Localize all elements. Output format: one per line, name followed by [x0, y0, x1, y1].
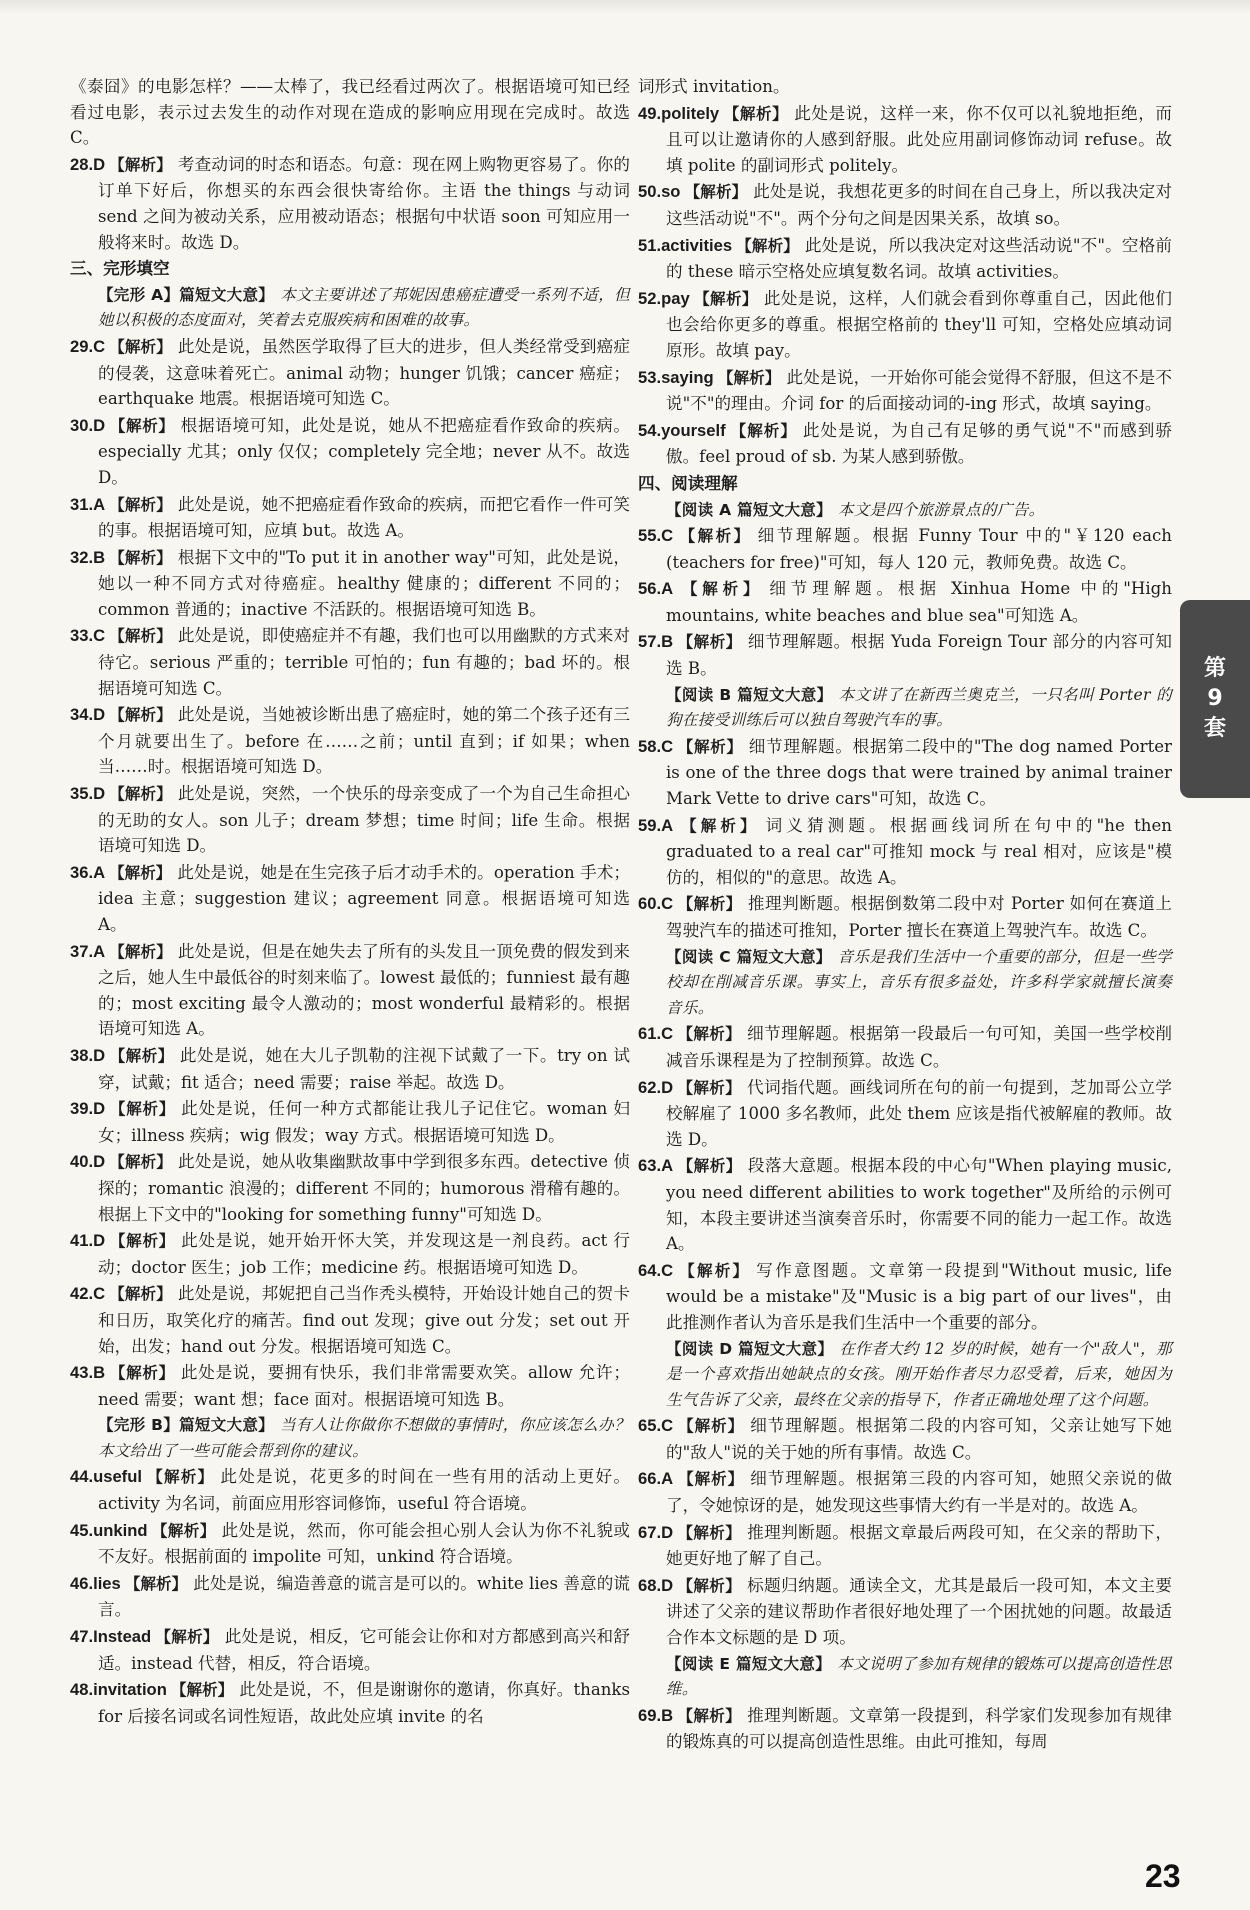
answer-item	[70, 1571, 630, 1623]
analysis-text: 细节理解题。根据 Funny Tour 中的"￥120 each (teachers for free)"可知，每人 120 元，教师免费。故选 C。	[666, 526, 1172, 572]
analysis-tag: 【解析】	[729, 421, 797, 440]
answer-item	[70, 334, 630, 412]
analysis-text: 考查动词的时态和语态。句意：现在网上购物更容易了。你的订单下好后，你想买的东西会很快寄给你。主语 the things 与动词 send 之间为被动关系，应用被动语态；根据句中状语 soon 可知应用一般将来时。故选 D。	[98, 154, 630, 252]
analysis-text: 此处是说，邦妮把自己当作秃头模特，开始设计她自己的贺卡和日历，取笑化疗的痛苦。find out 发现；give out 分发；set out 开始，出发；hand out 分发。根据语境可知选 C。	[98, 1284, 630, 1356]
answer-item	[70, 1624, 630, 1676]
answer-item	[70, 545, 630, 623]
analysis-text: 此处是说，要拥有快乐，我们非常需要欢笑。allow 允许；need 需要；want 想；face 面对。根据语境可知选 B。	[98, 1363, 630, 1409]
answer-item	[638, 1021, 1172, 1073]
summary-tag: 【阅读 B 篇短文大意】	[666, 685, 833, 704]
question-number: 63.	[638, 1156, 662, 1176]
question-number: 66.	[638, 1469, 662, 1489]
question-number: 29.	[70, 336, 94, 356]
question-number: 39.	[70, 1099, 94, 1119]
question-number: 51.	[638, 235, 662, 255]
answer-value: pay	[661, 288, 690, 308]
analysis-tag: 【解析】	[109, 1046, 174, 1065]
analysis-text: 此处是说，即使癌症并不有趣，我们也可以用幽默的方式来对待它。serious 严重的；terrible 可怕的；fun 有趣的；bad 坏的。根据语境可知选 C。	[98, 626, 630, 698]
question-number: 47.	[70, 1627, 94, 1647]
answer-value: C	[661, 736, 674, 756]
answer-value: C	[661, 1260, 674, 1280]
summary-text: 音乐是我们生活中一个重要的部分，但是一些学校却在削减音乐课。事实上，音乐有很多益处，许多科学家就擅长演奏音乐。	[666, 947, 1172, 1017]
analysis-tag: 【解析】	[155, 1628, 219, 1647]
summary-tag: 【完形 A】篇短文大意】	[98, 285, 275, 304]
analysis-text: 此处是说，一开始你可能会觉得不舒服，但这不是不说"不"的理由。介词 for 的后面接动词的-ing 形式，故填 saying。	[666, 367, 1172, 414]
passage-summary	[70, 1413, 630, 1464]
analysis-tag: 【解析】	[109, 1100, 176, 1119]
question-number: 61.	[638, 1024, 662, 1044]
question-number: 50.	[638, 182, 662, 202]
question-number: 59.	[638, 815, 662, 835]
question-number: 45.	[70, 1520, 94, 1540]
answer-item	[638, 576, 1172, 628]
question-number: 62.	[638, 1077, 662, 1097]
analysis-text: 代词指代题。画线词所在句的前一句提到，芝加哥公立学校解雇了 1000 多名教师，此处 them 应该是指代被解雇的教师。故选 D。	[666, 1077, 1172, 1149]
answer-value: D	[661, 1077, 674, 1097]
continued-text: 词形式 invitation。	[638, 77, 790, 96]
analysis-text: 此处是说，她是在生完孩子后才动手术的。operation 手术；idea 主意；suggestion 建议；agreement 同意。根据语境可知选 A。	[98, 862, 630, 934]
question-number: 35.	[70, 784, 94, 804]
answer-item	[70, 1360, 630, 1412]
answer-item	[638, 734, 1172, 812]
analysis-text: 标题归纳题。通读全文，尤其是最后一段可知，本文主要讲述了父亲的建议帮助作者很好地处理了一个困扰她的问题。故最适合作本文标题的是 D 项。	[666, 1575, 1172, 1648]
answer-item	[638, 233, 1172, 285]
analysis-text: 推理判断题。根据倒数第二段中对 Porter 如何在赛道上驾驶汽车的描述可推知，Porter 擅长在赛道上驾驶汽车。故选 C。	[666, 894, 1172, 940]
answer-value: unkind	[93, 1520, 148, 1540]
question-number: 31.	[70, 494, 94, 514]
analysis-tag: 【解析】	[677, 633, 742, 652]
analysis-text: 细节理解题。根据第二段的内容可知，父亲让她写下她的"敌人"说的关于她的所有事情。故选 C。	[666, 1416, 1172, 1462]
answer-value: D	[93, 784, 106, 804]
question-number: 36.	[70, 862, 94, 882]
summary-text: 本文讲了在新西兰奥克兰，一只名叫 Porter 的狗在接受训练后可以独自驾驶汽车的事。	[666, 685, 1172, 730]
question-number: 58.	[638, 736, 662, 756]
answer-item	[638, 365, 1172, 417]
answer-value: B	[93, 1363, 106, 1383]
answer-item	[638, 1413, 1172, 1465]
set-number-tab	[1180, 600, 1250, 798]
question-number: 52.	[638, 288, 662, 308]
analysis-text: 写作意图题。文章第一段提到"Without music, life would be a mistake"及"Music is a big part of our lives"，由此推测作者认为音乐是我们生活中一个重要的部分。	[666, 1260, 1172, 1332]
answer-item	[70, 1043, 630, 1095]
analysis-tag: 【解析】	[109, 155, 172, 174]
answer-value: A	[93, 941, 106, 961]
summary-text: 本文是四个旅游景点的广告。	[837, 500, 1045, 519]
answer-value: B	[661, 632, 674, 652]
page-top-edge	[0, 0, 1250, 14]
answer-item	[638, 418, 1172, 470]
answer-item	[638, 1703, 1172, 1755]
answer-value: D	[93, 1045, 106, 1065]
answer-item	[70, 413, 630, 491]
summary-tag: 【阅读 E 篇短文大意】	[666, 1654, 832, 1673]
answer-item	[70, 1464, 630, 1516]
analysis-tag: 【解析】	[677, 1025, 742, 1044]
answer-value: politely	[661, 103, 720, 123]
answer-value: A	[661, 1469, 674, 1489]
analysis-tag: 【解析】	[109, 627, 172, 646]
analysis-tag: 【解析】	[109, 1364, 175, 1383]
question-number: 46.	[70, 1573, 94, 1593]
analysis-tag: 【解析】	[677, 895, 742, 914]
answer-item	[638, 1466, 1172, 1518]
analysis-tag: 【解析】	[109, 785, 172, 804]
analysis-text: 此处是说，我想花更多的时间在自己身上，所以我决定对这些活动说"不"。两个分句之间是因果关系，故填 so。	[666, 182, 1172, 228]
answer-value: A	[661, 815, 674, 835]
analysis-tag: 【解析】	[151, 1521, 216, 1540]
answer-item	[70, 492, 630, 544]
analysis-tag: 【解析】	[109, 1285, 172, 1304]
answer-value: yourself	[661, 420, 726, 440]
analysis-tag: 【解析】	[677, 1576, 742, 1595]
analysis-text: 此处是说，然而，你可能会担心别人会认为你不礼貌或不友好。根据前面的 impolite 可知，unkind 符合语境。	[98, 1520, 630, 1567]
answer-value: C	[661, 526, 674, 546]
analysis-tag: 【解析】	[170, 1681, 234, 1700]
question-number: 57.	[638, 632, 662, 652]
analysis-text: 此处是说，任何一种方式都能让我儿子记住它。woman 妇女；illness 疾病；wig 假发；way 方式。根据语境可知选 D。	[98, 1099, 630, 1145]
analysis-text: 此处是说，不，但是谢谢你的邀请，你真好。thanks for 后接名词或名词性短语，故此处应填 invite 的名	[98, 1680, 630, 1726]
question-number: 44.	[70, 1467, 94, 1487]
question-number: 60.	[638, 894, 662, 914]
analysis-tag: 【解析】	[677, 1417, 745, 1436]
answer-item	[70, 1281, 630, 1359]
side-tab-line-1: 第	[1203, 656, 1226, 681]
summary-text: 本文主要讲述了邦妮因患癌症遭受一系列不适，但她以积极的态度面对，笑着去克服疾病和困难的故事。	[98, 285, 630, 330]
analysis-text: 此处是说，虽然医学取得了巨大的进步，但人类经常受到癌症的侵袭，这意味着死亡。animal 动物；hunger 饥饿；cancer 癌症；earthquake 地震。根据语境可知选 C。	[98, 336, 630, 409]
summary-text: 当有人让你做你不想做的事情时，你应该怎么办？本文给出了一些可能会帮到你的建议。	[98, 1416, 630, 1460]
analysis-tag: 【解析】	[677, 1706, 742, 1725]
answer-value: activities	[661, 235, 733, 255]
analysis-text: 此处是说，相反，它可能会让你和对方都感到高兴和舒适。instead 代替，相反，符合语境。	[98, 1627, 630, 1673]
answer-item	[638, 813, 1172, 891]
question-number: 65.	[638, 1416, 662, 1436]
analysis-text: 此处是说，这样一来，你不仅可以礼貌地拒绝，而且可以让邀请你的人感到舒服。此处应用副词修饰动词 refuse。故填 polite 的副词形式 politely。	[666, 103, 1172, 175]
analysis-tag: 【解析】	[109, 337, 172, 356]
answer-value: so	[661, 182, 681, 202]
question-number: 28.	[70, 154, 94, 174]
answer-value: D	[93, 1152, 106, 1172]
passage-summary	[638, 1337, 1172, 1414]
answer-item	[70, 1677, 630, 1729]
analysis-text: 词义猜测题。根据画线词所在句中的"he then graduated to a real car"可推知 mock 与 real 相对，应该是"模仿的，相似的"的意思。故选 A。	[666, 815, 1172, 887]
analysis-tag: 【解析】	[677, 527, 752, 546]
answer-value: B	[661, 1705, 674, 1725]
analysis-text: 此处是说，当她被诊断出患了癌症时，她的第二个孩子还有三个月就要出生了。before 在……之前；until 直到；if 如果；when 当……时。根据语境可知选 D。	[98, 705, 630, 777]
analysis-tag: 【解析】	[684, 183, 748, 202]
question-number: 43.	[70, 1363, 94, 1383]
answer-value: B	[93, 547, 106, 567]
answer-value: D	[93, 705, 106, 725]
answer-value: invitation	[93, 1680, 167, 1700]
passage-summary	[638, 683, 1172, 734]
analysis-tag: 【解析】	[677, 1157, 742, 1176]
question-number: 68.	[638, 1575, 662, 1595]
answer-item	[70, 781, 630, 859]
analysis-text: 推理判断题。文章第一段提到，科学家们发现参加有规律的锻炼真的可以提高创造性思维。由此可推知，每周	[666, 1705, 1172, 1752]
analysis-text: 此处是说，她从收集幽默故事中学到很多东西。detective 侦探的；romantic 浪漫的；different 不同的；humorous 滑稽有趣的。根据上下文中的"looking for something funny"可知选 D。	[98, 1152, 630, 1224]
analysis-tag: 【解析】	[109, 1232, 176, 1251]
answer-value: C	[661, 894, 674, 914]
summary-tag: 【阅读 C 篇短文大意】	[666, 947, 832, 966]
summary-text: 本文说明了参加有规律的锻炼可以提高创造性思维。	[666, 1654, 1172, 1699]
answer-item	[638, 891, 1172, 943]
answer-value: D	[93, 154, 106, 174]
analysis-tag: 【解析】	[109, 863, 172, 882]
answer-item	[638, 1573, 1172, 1651]
analysis-tag: 【解析】	[109, 495, 172, 514]
question-number: 55.	[638, 526, 662, 546]
passage-summary	[70, 283, 630, 334]
answer-item	[70, 623, 630, 701]
answer-value: Instead	[93, 1627, 152, 1647]
analysis-tag: 【解析】	[677, 1470, 745, 1489]
question-number: 53.	[638, 367, 662, 387]
answer-item	[638, 179, 1172, 231]
section-heading: 四、阅读理解	[638, 473, 738, 493]
analysis-tag: 【解析】	[145, 1468, 215, 1487]
analysis-text: 段落大意题。根据本段的中心句"When playing music, you need different abilities to work together"及所给的示例可知，本段主要讲述当演奏音乐时，你需要不同的能力一起工作。故选 A。	[666, 1156, 1172, 1254]
answer-item	[70, 1149, 630, 1227]
question-number: 33.	[70, 626, 94, 646]
question-number: 32.	[70, 547, 94, 567]
question-number: 42.	[70, 1284, 94, 1304]
analysis-tag: 【解析】	[736, 236, 799, 255]
answer-value: lies	[93, 1573, 121, 1593]
question-number: 64.	[638, 1260, 662, 1280]
passage-summary	[638, 498, 1172, 524]
section-heading: 三、完形填空	[70, 259, 170, 279]
analysis-text: 细节理解题。根据 Yuda Foreign Tour 部分的内容可知选 B。	[666, 632, 1172, 679]
question-number: 38.	[70, 1045, 94, 1065]
analysis-text: 此处是说，花更多的时间在一些有用的活动上更好。activity 为名词，前面应用形容词修饰，useful 符合语境。	[98, 1467, 630, 1514]
analysis-tag: 【解析】	[109, 548, 172, 567]
answer-value: D	[661, 1522, 674, 1542]
question-number: 56.	[638, 579, 662, 599]
question-number: 48.	[70, 1680, 94, 1700]
answer-value: A	[661, 579, 674, 599]
side-tab-line-3: 套	[1203, 716, 1226, 741]
summary-text: 在作者大约 12 岁的时候，她有一个"敌人"，那是一个喜欢指出她缺点的女孩。刚开始作者尽力忍受着，后来，她因为生气告诉了父亲，最终在父亲的指导下，作者正确地处理了这个问题。	[666, 1339, 1172, 1409]
question-number: 41.	[70, 1231, 94, 1251]
answer-value: C	[661, 1024, 674, 1044]
answer-item	[70, 939, 630, 1042]
question-number: 37.	[70, 941, 94, 961]
answer-value: D	[661, 1575, 674, 1595]
continued-text: 《泰囧》的电影怎样？——太棒了，我已经看过两次了。根据语境可知已经看过电影，表示过去发生的动作对现在造成的影响应用现在完成时。故选 C。	[70, 77, 630, 148]
answer-item	[638, 629, 1172, 681]
question-number: 67.	[638, 1522, 662, 1542]
analysis-text: 根据下文中的"To put it in another way"可知，此处是说，她以一种不同方式对待癌症。healthy 健康的；different 不同的；common 普通的；inactive 不活跃的。根据语境可知选 B。	[98, 547, 630, 619]
analysis-tag: 【解析】	[109, 706, 172, 725]
right-column	[638, 74, 1172, 1756]
analysis-tag: 【解析】	[677, 816, 760, 835]
side-tab-line-2: 9	[1207, 686, 1223, 711]
answer-item	[70, 1518, 630, 1570]
answer-value: A	[93, 494, 106, 514]
answer-item	[70, 1096, 630, 1148]
answer-item	[638, 1520, 1172, 1572]
answer-value: saying	[661, 367, 714, 387]
analysis-text: 细节理解题。根据第三段的内容可知，她照父亲说的做了，令她惊讶的是，她发现这些事情大约有一半是对的。故选 A。	[666, 1469, 1172, 1516]
analysis-text: 此处是说，她在大儿子凯勒的注视下试戴了一下。try on 试穿，试戴；fit 适合；need 需要；raise 举起。故选 D。	[98, 1045, 630, 1092]
analysis-text: 细节理解题。根据 Xinhua Home 中的"High mountains, white beaches and blue sea"可知选 A。	[666, 579, 1172, 625]
left-column	[70, 74, 630, 1730]
analysis-text: 此处是说，编造善意的谎言是可以的。white lies 善意的谎言。	[98, 1573, 630, 1620]
analysis-tag: 【解析】	[124, 1574, 188, 1593]
answer-value: C	[93, 1284, 106, 1304]
answer-item	[638, 1153, 1172, 1256]
analysis-tag: 【解析】	[693, 289, 758, 308]
answer-item	[70, 860, 630, 938]
analysis-tag: 【解析】	[723, 104, 789, 123]
question-number: 40.	[70, 1152, 94, 1172]
passage-summary	[638, 1652, 1172, 1703]
analysis-text: 此处是说，为自己有足够的勇气说"不"而感到骄傲。feel proud of sb. 为某人感到骄傲。	[666, 420, 1172, 467]
analysis-tag: 【解析】	[109, 942, 172, 961]
answer-value: D	[93, 1099, 106, 1119]
answer-value: A	[661, 1156, 674, 1176]
question-number: 49.	[638, 103, 662, 123]
answer-value: C	[93, 336, 106, 356]
answer-value: A	[93, 862, 106, 882]
answer-item	[638, 1258, 1172, 1336]
summary-tag: 【阅读 A 篇短文大意】	[666, 500, 832, 519]
analysis-tag: 【解析】	[677, 1078, 742, 1097]
answer-value: C	[93, 626, 106, 646]
answer-value: useful	[93, 1467, 142, 1487]
analysis-tag: 【解析】	[677, 1261, 751, 1280]
question-number: 34.	[70, 705, 94, 725]
analysis-text: 此处是说，她不把癌症看作致命的疾病，而把它看作一件可笑的事。根据语境可知，应填 but。故选 A。	[98, 494, 630, 541]
answer-value: C	[661, 1416, 674, 1436]
analysis-text: 此处是说，这样，人们就会看到你尊重自己，因此他们也会给你更多的尊重。根据空格前的 they'll 可知，空格处应填动词原形。故填 pay。	[666, 288, 1172, 360]
answer-item	[638, 523, 1172, 575]
analysis-text: 此处是说，所以我决定对这些活动说"不"。空格前的 these 暗示空格处应填复数名词。故填 activities。	[666, 235, 1172, 282]
answer-value: D	[93, 1231, 106, 1251]
page-number: 23	[1145, 1858, 1181, 1894]
question-number: 30.	[70, 415, 94, 435]
analysis-text: 细节理解题。根据第一段最后一句可知，美国一些学校削减音乐课程是为了控制预算。故选 C。	[666, 1024, 1172, 1070]
answer-item	[70, 1228, 630, 1280]
analysis-text: 此处是说，但是在她失去了所有的头发且一顶免费的假发到来之后，她人生中最低谷的时刻来临了。lowest 最低的；funniest 最有趣的；most exciting 最令人激动的；most wonderful 最精彩的。根据语境可知选 A。	[98, 941, 630, 1039]
analysis-tag: 【解析】	[677, 1523, 742, 1542]
analysis-text: 根据语境可知，此处是说，她从不把癌症看作致命的疾病。especially 尤其；only 仅仅；completely 完全地；never 从不。故选 D。	[98, 415, 630, 487]
answer-item	[638, 1075, 1172, 1153]
answer-item	[638, 286, 1172, 364]
analysis-text: 细节理解题。根据第二段中的"The dog named Porter is one of the three dogs that were trained by animal trainer Mark Vette to drive cars"可知，故选 C。	[666, 736, 1172, 809]
question-number: 54.	[638, 420, 662, 440]
analysis-tag: 【解析】	[717, 368, 781, 387]
question-number: 69.	[638, 1705, 662, 1725]
answer-value: D	[93, 415, 106, 435]
summary-tag: 【完形 B】篇短文大意】	[98, 1416, 274, 1435]
analysis-tag: 【解析】	[109, 1153, 173, 1172]
passage-summary	[638, 945, 1172, 1022]
answer-item	[638, 101, 1172, 179]
analysis-tag: 【解析】	[109, 416, 175, 435]
analysis-text: 此处是说，突然，一个快乐的母亲变成了一个为自己生命担心的无助的女人。son 儿子；dream 梦想；time 时间；life 生命。根据语境可知选 D。	[98, 784, 630, 856]
analysis-text: 推理判断题。根据文章最后两段可知，在父亲的帮助下，她更好地了解了自己。	[666, 1522, 1172, 1569]
analysis-tag: 【解析】	[677, 737, 743, 756]
analysis-tag: 【解析】	[677, 580, 764, 599]
analysis-text: 此处是说，她开始开怀大笑，并发现这是一剂良药。act 行动；doctor 医生；job 工作；medicine 药。根据语境可知选 D。	[98, 1231, 630, 1277]
answer-item	[70, 702, 630, 780]
summary-tag: 【阅读 D 篇短文大意】	[666, 1339, 834, 1358]
answer-item	[70, 152, 630, 255]
